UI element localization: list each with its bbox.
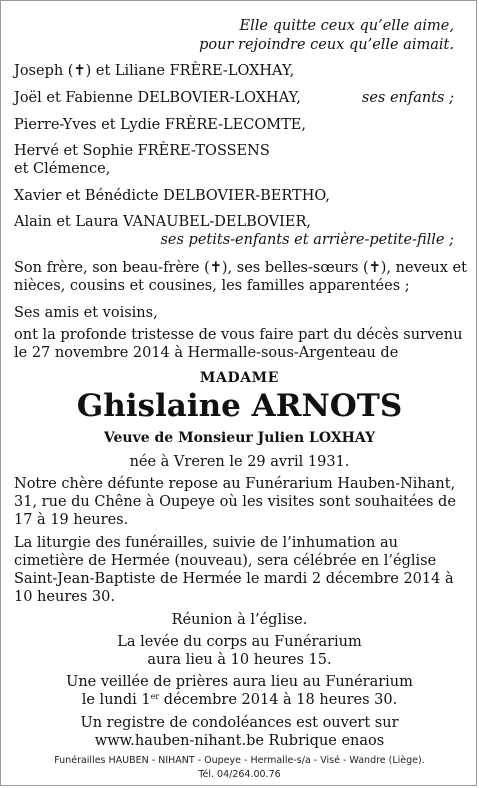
- liturgy-line-1: La liturgie des funérailles, suivie de l’inhumation au: [14, 535, 398, 551]
- vigil-date-suffix: décembre 2014 à 18 heures 30.: [159, 692, 398, 708]
- deceased-title: MADAME: [199, 370, 280, 386]
- grandchild-1: Pierre-Yves et Lydie FRÈRE-LECOMTE,: [14, 117, 306, 133]
- funeral-home-phone: Tél. 04/264.00.76: [198, 769, 281, 780]
- birth-line: née à Vreren le 29 avril 1931.: [129, 454, 350, 470]
- family-line-1: Son frère, son beau-frère (✝), ses belles-sœurs (✝), neveux et: [14, 260, 467, 276]
- repose-line-3: 17 à 19 heures.: [14, 512, 129, 528]
- vigil-line-1: Une veillée de prières aura lieu au Funérarium: [66, 674, 413, 690]
- vigil-date-ordinal: er: [150, 692, 160, 701]
- liturgy-line-3: Saint-Jean-Baptiste de Hermée le mardi 2 décembre 2014 à: [14, 571, 454, 587]
- liturgy-line-4: 10 heures 30.: [14, 589, 115, 605]
- repose-line-2: 31, rue du Chêne à Oupeye où les visites sont souhaitées de: [14, 494, 456, 510]
- levee-line-2: aura lieu à 10 heures 15.: [147, 652, 332, 668]
- family-line-2: nièces, cousins et cousines, les familles apparentées ;: [14, 278, 410, 294]
- meeting-line: Réunion à l’église.: [171, 612, 308, 628]
- child-2: Joël et Fabienne DELBOVIER-LOXHAY,: [14, 90, 301, 106]
- grandchild-3: Xavier et Bénédicte DELBOVIER-BERTHO,: [14, 188, 331, 204]
- announcement-line-2: le 27 novembre 2014 à Hermalle-sous-Argenteau de: [14, 345, 399, 361]
- liturgy-line-2: cimetière de Hermée (nouveau), sera célébrée en l’église: [14, 553, 437, 569]
- child-1: Joseph (✝) et Liliane FRÈRE-LOXHAY,: [14, 63, 295, 79]
- widow-of: Veuve de Monsieur Julien LOXHAY: [103, 430, 376, 446]
- registry-line-1: Un registre de condoléances est ouvert sur: [80, 715, 399, 731]
- announcement-line-1: ont la profonde tristesse de vous faire part du décès survenu: [14, 327, 463, 343]
- deceased-name: Ghislaine ARNOTS: [76, 388, 403, 424]
- grandchild-2a: Hervé et Sophie FRÈRE-TOSSENS: [14, 143, 270, 159]
- registry-line-2: www.hauben-nihant.be Rubrique enaos: [94, 733, 385, 749]
- grandchild-2b: et Clémence,: [14, 161, 111, 177]
- epigraph-line-1: Elle quitte ceux qu’elle aime,: [239, 18, 454, 34]
- children-role: ses enfants ;: [361, 90, 454, 106]
- friends-line: Ses amis et voisins,: [14, 305, 158, 321]
- grandchild-4: Alain et Laura VANAUBEL-DELBOVIER,: [14, 214, 311, 230]
- funeral-home-line: Funérailles HAUBEN - NIHANT - Oupeye - Hermalle-s/a - Visé - Wandre (Liège).: [54, 755, 425, 766]
- epigraph-line-2: pour rejoindre ceux qu’elle aimait.: [199, 37, 454, 53]
- repose-line-1: Notre chère défunte repose au Funérarium Hauben-Nihant,: [14, 476, 456, 492]
- vigil-line-2: [1, 691, 478, 709]
- grandchildren-role: ses petits-enfants et arrière-petite-fille ;: [160, 232, 454, 248]
- levee-line-1: La levée du corps au Funérarium: [117, 634, 362, 650]
- vigil-date-prefix: le lundi 1: [81, 692, 151, 708]
